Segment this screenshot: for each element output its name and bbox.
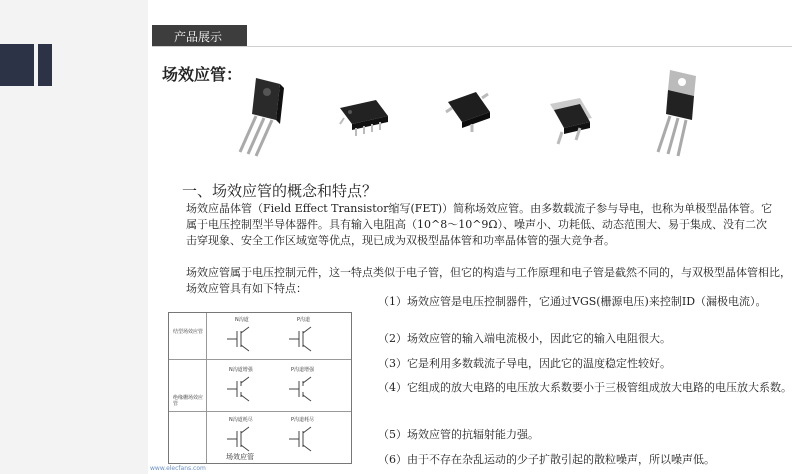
page-title: 场效应管：	[162, 65, 243, 84]
left-background-strip	[0, 0, 148, 474]
sop-8-package-icon	[334, 94, 394, 144]
to-220f-package-icon	[234, 74, 298, 158]
feature-point: （5）场效应管的抗辐射能力强。	[378, 428, 539, 441]
to-220-package-icon	[650, 68, 714, 158]
paragraph-features-intro: 场效应管属于电压控制元件，这一特点类似于电子管，但它的构造与工作原理和电子管是截然不同的，与双极型晶体管相比，场效应管具有如下特点：	[186, 266, 791, 295]
section-header-bar	[152, 25, 247, 47]
header-divider	[152, 46, 792, 47]
diagram-type-label: N沟道增强	[229, 367, 253, 373]
feature-point: （6）由于不存在杂乱运动的少子扩散引起的散粒噪声，所以噪声低。	[378, 453, 715, 466]
diagram-type-label: P沟道耗尽	[291, 417, 315, 423]
component-photos	[230, 68, 710, 168]
diagram-type-label: P沟道	[297, 317, 311, 323]
diagram-row-label-mosfet: 绝缘栅场效应管	[173, 395, 204, 407]
feature-point: （4）它组成的放大电路的电压放大系数要小于三极管组成放大电路的电压放大系数。	[378, 381, 792, 394]
feature-point: （1）场效应管是电压控制器件，它通过VGS(栅源电压)来控制ID（漏极电流）。	[378, 295, 767, 308]
feature-point: （2）场效应管的输入端电流极小，因此它的输入电阻很大。	[378, 332, 671, 345]
footer-url: www.elecfans.com	[150, 465, 206, 472]
sot-23-package-icon	[442, 86, 498, 136]
diagram-row-label-jfet: 结型场效应管	[173, 329, 204, 335]
paragraph-definition: 场效应晶体管（Field Effect Transistor缩写(FET)）简称场效应管。由多数载流子参与导电，也称为单极型晶体管。它属于电压控制型半导体器件。具有输入电阻高（10^8～10^9Ω）、噪声小、功耗低、动态范围大、易于集成、没有二次击穿现象、安全工作区域宽等优点，现已成为双极型晶体管和功率晶体管的强大竞争者。	[186, 202, 773, 247]
diagram-type-label: N沟道	[235, 317, 249, 323]
dpak-package-icon	[540, 94, 600, 150]
diagram-caption: 场效应管	[226, 453, 254, 461]
transistor-symbols	[207, 313, 351, 463]
diagram-type-label: P沟道增强	[291, 367, 315, 373]
section-title: 一、场效应管的概念和特点？	[182, 182, 378, 200]
section-header-tag: 产品展示	[174, 30, 223, 44]
mosfet-classification-diagram	[168, 312, 352, 464]
slide	[148, 0, 800, 474]
left-decor-block	[0, 44, 34, 86]
diagram-type-label: N沟道耗尽	[229, 417, 253, 423]
left-decor-block-small	[38, 44, 52, 86]
feature-point: （3）它是利用多数载流子导电，因此它的温度稳定性较好。	[378, 357, 671, 370]
